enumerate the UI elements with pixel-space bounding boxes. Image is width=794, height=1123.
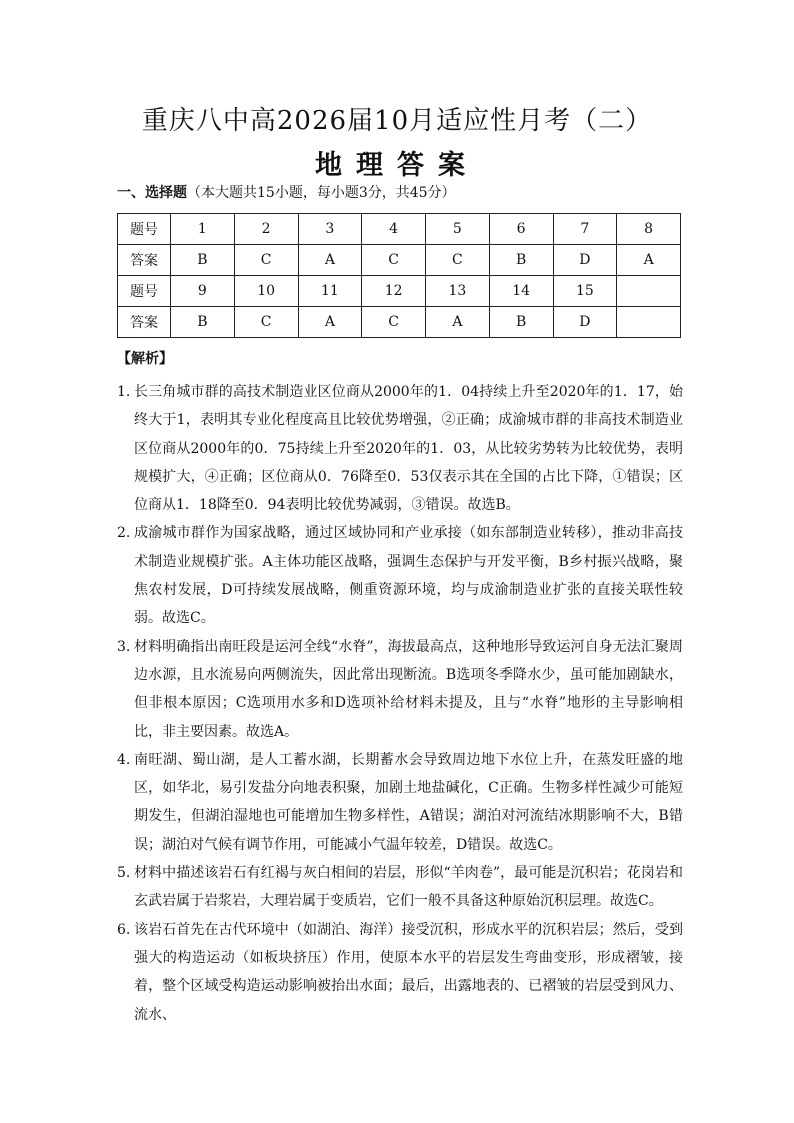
question-number-cell: 9: [171, 276, 235, 307]
answer-cell: B: [171, 245, 235, 276]
item-text: 材料明确指出南旺段是运河全线“水脊”，海拔最高点，这种地形导致运河自身无法汇聚周边水源，且水流易向两侧流失，因此常出现断流。B选项冬季降水少，虽可能加剧缺水，但非根本原因；C选项用水多和D选项补给材料未提及，且与“水脊”地形的主导影响相比，非主要因素。故选A。: [134, 638, 683, 740]
answer-cell: D: [553, 307, 617, 338]
page-title: 重庆八中高2026届10月适应性月考（二）: [141, 106, 653, 136]
answer-cell: A: [617, 245, 681, 276]
question-number-cell: 15: [553, 276, 617, 307]
explanation-item: [117, 916, 683, 1029]
question-number-cell: 3: [298, 214, 362, 245]
explanation-item: [117, 633, 683, 746]
question-number-cell: 6: [489, 214, 553, 245]
answer-cell: D: [553, 245, 617, 276]
item-number: 6.: [117, 921, 131, 938]
item-number: 2.: [117, 525, 131, 542]
item-number: 3.: [117, 638, 131, 655]
answer-cell: C: [362, 245, 426, 276]
row-header: 答案: [118, 307, 171, 338]
explanation-list: [117, 378, 683, 1029]
answer-cell: C: [362, 307, 426, 338]
answer-cell: A: [298, 307, 362, 338]
item-number: 4.: [117, 751, 131, 768]
item-number: 1.: [117, 384, 131, 400]
question-number-cell: [617, 276, 681, 307]
subject-title: 地理答案: [315, 150, 479, 181]
answer-cell: C: [426, 245, 490, 276]
table-row: [118, 245, 681, 276]
row-header: 题号: [118, 276, 171, 307]
explanation-item: [117, 519, 683, 632]
answer-cell: B: [489, 307, 553, 338]
row-header: 答案: [118, 245, 171, 276]
question-number-cell: 10: [234, 276, 298, 307]
item-text: 南旺湖、蜀山湖，是人工蓄水湖，长期蓄水会导致周边地下水位上升，在蒸发旺盛的地区，如华北，易引发盐分向地表积聚，加剧土地盐碱化，C正确。生物多样性减少可能短期发生，但湖泊湿地也可能增加生物多样性，A错误；湖泊对河流结冰期影响不大，B错误；湖泊对气候有调节作用，可能减小气温年较差，D错误。故选C。: [134, 751, 683, 853]
answer-cell: C: [234, 307, 298, 338]
explanation-item: [117, 746, 683, 859]
question-number-cell: 11: [298, 276, 362, 307]
item-text: 成渝城市群作为国家战略，通过区域协同和产业承接（如东部制造业转移），推动非高技术制造业规模扩张。A主体功能区战略，强调生态保护与开发平衡，B乡村振兴战略，聚焦农村发展，D可持续发展战略，侧重资源环境，均与成渝制造业扩张的直接关联性较弱。故选C。: [134, 525, 683, 627]
answer-table: [117, 213, 681, 338]
explanation-item: [117, 859, 683, 916]
section-label: 一、选择题: [117, 185, 187, 201]
row-header: 题号: [118, 214, 171, 245]
table-row: [118, 307, 681, 338]
answer-cell: B: [171, 307, 235, 338]
question-number-cell: 7: [553, 214, 617, 245]
answer-cell: A: [298, 245, 362, 276]
question-number-cell: 2: [234, 214, 298, 245]
answer-cell: C: [234, 245, 298, 276]
answer-cell: A: [426, 307, 490, 338]
item-text: 材料中描述该岩石有红褐与灰白相间的岩层，形似“羊肉卷”，最可能是沉积岩；花岗岩和玄武岩属于岩浆岩，大理岩属于变质岩，它们一般不具备这种原始沉积层理。故选C。: [134, 865, 683, 910]
answer-cell: [617, 307, 681, 338]
item-number: 5.: [117, 865, 131, 882]
question-number-cell: 1: [171, 214, 235, 245]
item-text: 该岩石首先在古代环境中（如湖泊、海洋）接受沉积，形成水平的沉积岩层；然后，受到强大的构造运动（如板块挤压）作用，使原本水平的岩层发生弯曲变形，形成褶皱，接着，整个区域受构造运动影响被抬出水面；最后，出露地表的、已褶皱的岩层受到风力、流水、: [134, 921, 683, 1023]
answer-cell: B: [489, 245, 553, 276]
section-note: （本大题共15小题，每小题3分，共45分）: [187, 185, 456, 201]
question-number-cell: 12: [362, 276, 426, 307]
question-number-cell: 14: [489, 276, 553, 307]
item-text: 长三角城市群的高技术制造业区位商从2000年的1．04持续上升至2020年的1．17，始终大于1，表明其专业化程度高且比较优势增强，②正确；成渝城市群的非高技术制造业区位商从2000年的0．75持续上升至2020年的1．03，从比较劣势转为比较优势，表明规模扩大，④正确；区位商从0．76降至0．53仅表示其在全国的占比下降，①错误；区位商从1．18降至0．94表明比较优势减弱，③错误。故选B。: [134, 384, 683, 514]
explanation-item: [117, 378, 683, 519]
analysis-label: 【解析】: [117, 351, 173, 367]
table-row: [118, 214, 681, 245]
question-number-cell: 5: [426, 214, 490, 245]
section-heading: [117, 182, 456, 202]
table-row: [118, 276, 681, 307]
question-number-cell: 13: [426, 276, 490, 307]
question-number-cell: 8: [617, 214, 681, 245]
question-number-cell: 4: [362, 214, 426, 245]
